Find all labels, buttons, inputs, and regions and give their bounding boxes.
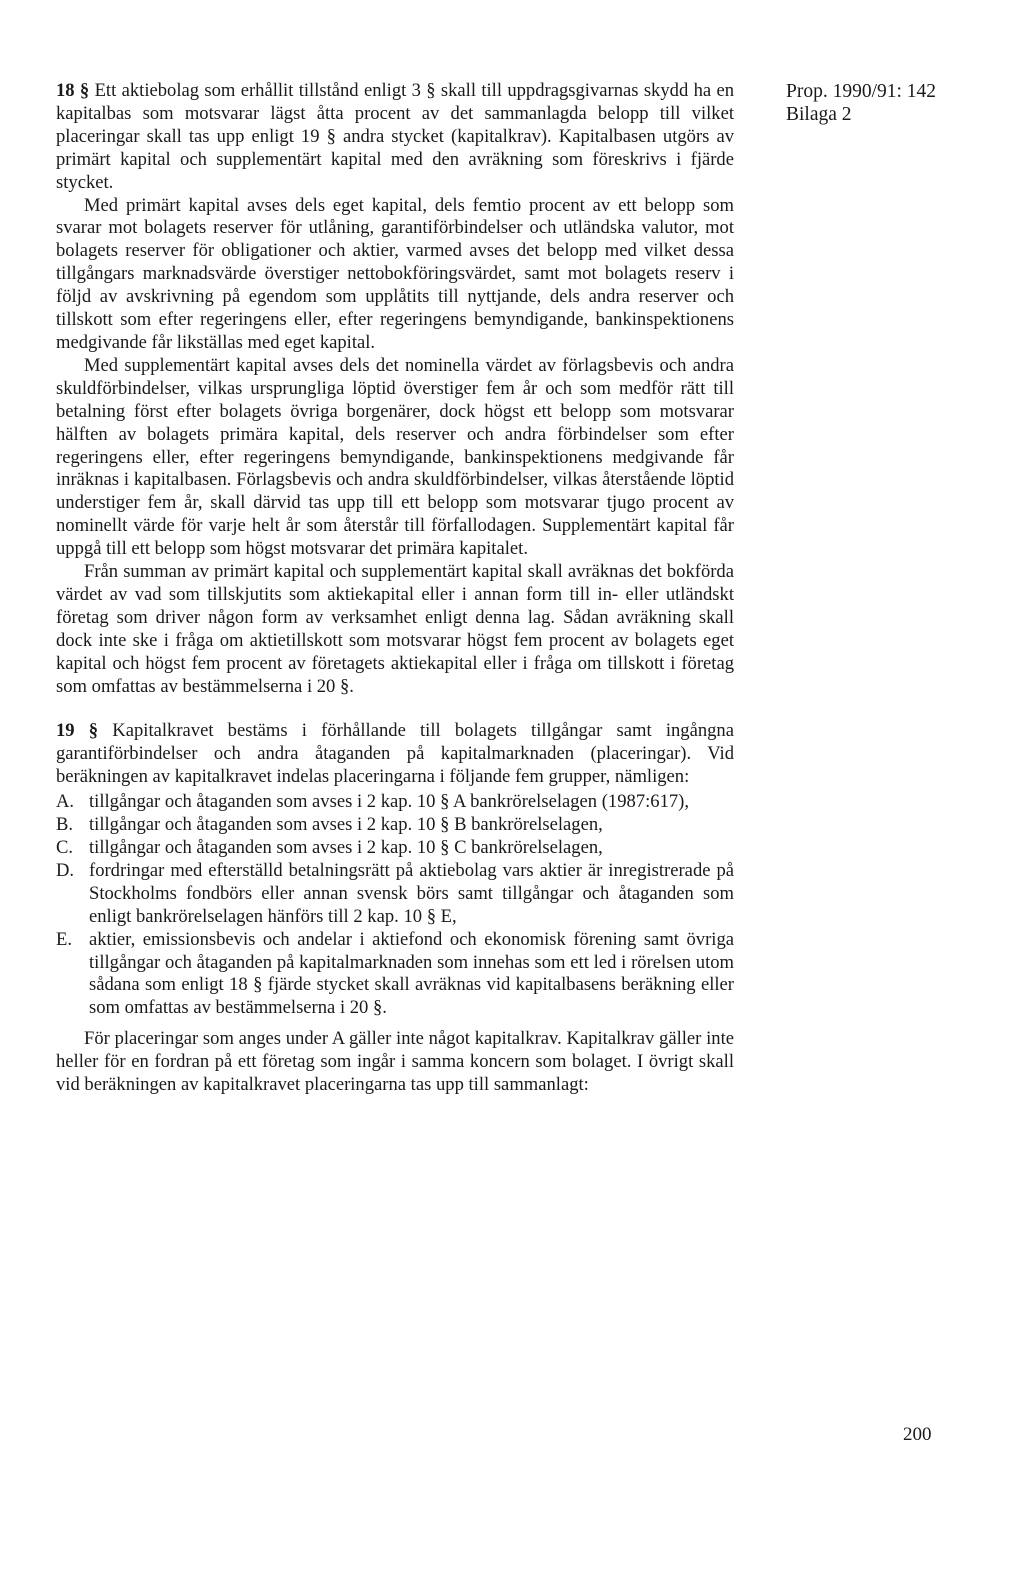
section-18-number: 18 § <box>56 80 90 101</box>
document-reference <box>786 80 936 126</box>
list-item-letter: E. <box>56 928 73 950</box>
list-item-text: tillgångar och åtaganden som avses i 2 kap. 10 § A bankrörelselagen (1987:617), <box>89 791 690 813</box>
section-18-paragraph-3: Med supplementärt kapital avses dels det nominella värdet av förlagsbevis och andra skuldförbindelser, vilkas ursprungliga löptid överstiger fem år och som medför rätt till betalning först efter bolagets övriga borgenärer, dock högst ett belopp som motsvarar hälften av bolagets primära kapital, dels reserver och andra förbindelser som efter regeringens eller, efter regeringens bemyndigande, bankinspektionens medgivande får inräknas i kapitalbasen. Förlagsbevis och andra skuldförbindelser, vilkas återstående löptid understiger fem år, skall därvid tas upp till ett belopp som motsvarar tjugo procent av nominellt värde för varje helt år som återstår till förfallodagen. Supplementärt kapital får uppgå till ett belopp som högst motsvarar det primära kapitalet. <box>56 354 734 560</box>
list-item-letter: A. <box>56 791 75 813</box>
section-18-paragraph-4: Från summan av primärt kapital och supplementärt kapital skall avräknas det bokförda värdet av vad som tillskjutits som aktiekapital eller i annan form till in- eller utländskt företag som driver någon form av verksamhet enligt denna lag. Sådan avräkning skall dock inte ske i fråga om aktietillskott som motsvarar högst fem procent av bolagets eget kapital och högst fem procent av företagets aktiekapital eller i fråga om tillskott i företag som omfattas av bestämmelserna i 20 §. <box>56 561 734 697</box>
list-item-letter: D. <box>56 859 75 881</box>
list-item-text: fordringar med efterställd betalningsrätt på aktiebolag vars aktier är inregistrerade på Stockholms fondbörs eller annan svensk börs samt tillgångar och åtaganden som enligt bankrörelselagen hänförs till 2 kap. 10 § E, <box>89 859 734 927</box>
section-19-paragraph-1: 19 § Kapitalkravet bestäms i förhållande till bolagets tillgångar samt ingångna garantiförbindelser och andra åtaganden på kapitalmarknaden (placeringar). Vid beräkningen av kapitalkravet indelas placeringarna i följande fem grupper, nämligen: <box>56 720 734 788</box>
section-19-paragraph-2: För placeringar som anges under A gäller inte något kapitalkrav. Kapitalkrav gäller inte heller för en fordran på ett företag som ingår i samma koncern som bolaget. I övrigt skall vid beräkningen av kapitalkravet placeringarna tas upp till sammanlagt: <box>56 1028 734 1096</box>
list-item <box>56 929 734 1021</box>
section-19-number: 19 § <box>56 720 99 742</box>
section-18-paragraph-1: 18 § Ett aktiebolag som erhållit tillstånd enligt 3 § skall till uppdragsgivarnas skydd ha en kapitalbas som motsvarar lägst åtta procent av det sammanlagda belopp till vilket placeringar skall tas upp enligt 19 § andra stycket (kapitalkrav). Kapitalbasen utgörs av primärt kapital och supplementärt kapital med den avräkning som föreskrivs i fjärde stycket. <box>56 80 735 193</box>
section-18-paragraph-2: Med primärt kapital avses dels eget kapital, dels femtio procent av ett belopp som svarar mot bolagets reserver för utlåning, garantiförbindelser och utländska valutor, mot bolagets reserver för obligationer och aktier, varmed avses det belopp med vilket dessa tillgångars marknadsvärde överstiger nettobokföringsvärdet, samt mot bolagets reserv i följd av avskrivning på egendom som upplåtits till nyttjande, dels andra reserver och tillskott som efter regeringens eller, efter regeringens bemyndigande, bankinspektionens medgivande får likställas med eget kapital. <box>56 194 734 353</box>
main-text <box>56 80 734 1097</box>
list-item-letter: B. <box>56 814 74 836</box>
list-item <box>56 791 734 814</box>
list-item-text: tillgångar och åtaganden som avses i 2 kap. 10 § B bankrörelselagen, <box>89 814 603 836</box>
list-item-letter: C. <box>56 837 74 858</box>
list-item-text: tillgångar och åtaganden som avses i 2 kap. 10 § C bankrörelselagen, <box>89 837 603 858</box>
list-item <box>56 814 734 837</box>
list-item <box>56 837 734 860</box>
list-item-text: aktier, emissionsbevis och andelar i aktiefond och ekonomisk förening samt övriga tillgångar och åtaganden på kapitalmarknaden som innehas som ett led i rörelsen utom sådana som enligt 18 § fjärde stycket skall avräknas vid kapitalbasens beräkning eller som omfattas av bestämmelserna i 20 §. <box>89 928 734 1019</box>
list-item <box>56 860 734 929</box>
proposition-number: Prop. 1990/91: 142 <box>786 81 937 102</box>
page-number: 200 <box>903 1424 932 1445</box>
placement-groups-list <box>56 791 734 1020</box>
appendix-label: Bilaga 2 <box>786 104 852 125</box>
